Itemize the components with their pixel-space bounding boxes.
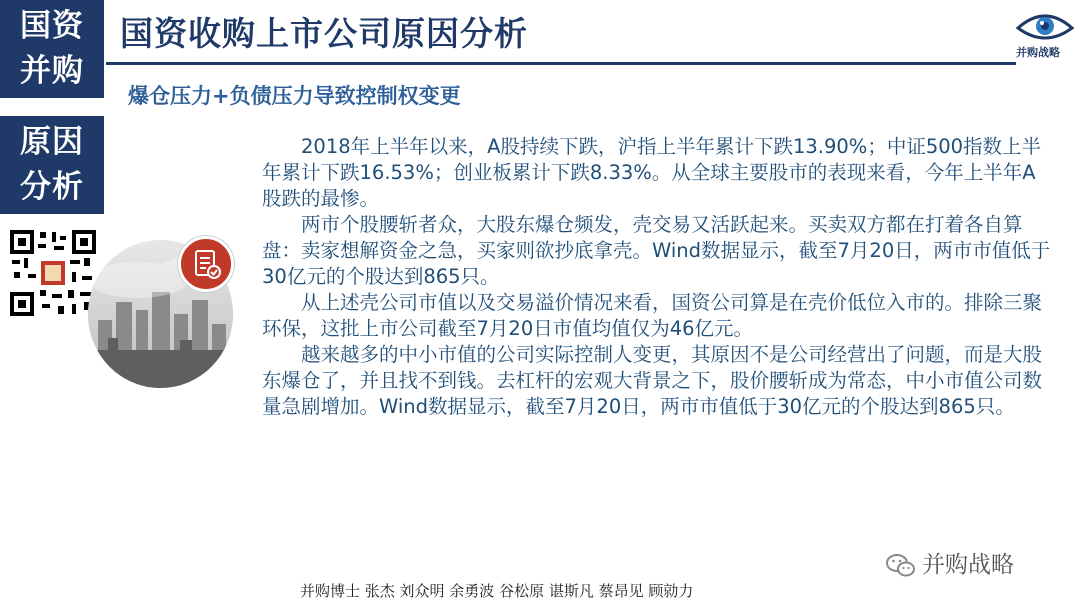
logo-label: 并购战略: [1016, 46, 1060, 59]
wechat-account: [886, 546, 1014, 579]
paragraph: 越来越多的中小市值的公司实际控制人变更，其原因不是公司经营出了问题，而是大股东爆仓了，并且找不到钱。去杠杆的宏观大背景之下，股价腰斩成为常态，中小市值公司数量急剧增加。Wind数据显示，截至7月20日，两市市值低于30亿元的个股达到865只。: [262, 343, 1043, 418]
wechat-icon: [886, 553, 916, 579]
paragraph: 两市个股腰斩者众，大股东爆仓频发，壳交易又活跃起来。买卖双方都在打着各自算盘：卖家想解资金之急，买家则欲抄底拿壳。Wind数据显示，截至7月20日，两市市值低于30亿元的个股达到865只。: [262, 213, 1051, 288]
body-text: [262, 134, 1052, 420]
reason-label-line1: 原因: [20, 124, 84, 160]
subtitle: 爆仓压力+负债压力导致控制权变更: [128, 84, 461, 108]
authors-line: 并购博士 张杰 刘众明 余勇波 谷松原 谌斯凡 蔡昂见 顾勍力: [300, 582, 694, 600]
section-label-line1: 国资: [20, 8, 84, 44]
section-label-reason: [0, 116, 104, 214]
section-label-line2: 并购: [20, 53, 84, 89]
wechat-name: 并购战略: [922, 552, 1014, 578]
paragraph: 2018年上半年以来，A股持续下跌，沪指上半年累计下跌13.90%；中证500指数上半年累计下跌16.53%；创业板累计下跌8.33%。从全球主要股市的表现来看，今年上半年A股跌的最惨。: [262, 135, 1042, 210]
qr-code[interactable]: [8, 228, 98, 318]
title-divider: [106, 62, 1016, 65]
page-title: 国资收购上市公司原因分析: [120, 14, 528, 53]
document-check-icon: [178, 236, 234, 292]
section-label-ma: [0, 0, 104, 98]
paragraph: 从上述壳公司市值以及交易溢价情况来看，国资公司算是在壳价低位入市的。排除三聚环保，这批上市公司截至7月20日市值均值仅为46亿元。: [262, 291, 1043, 340]
reason-label-line2: 分析: [20, 169, 84, 205]
